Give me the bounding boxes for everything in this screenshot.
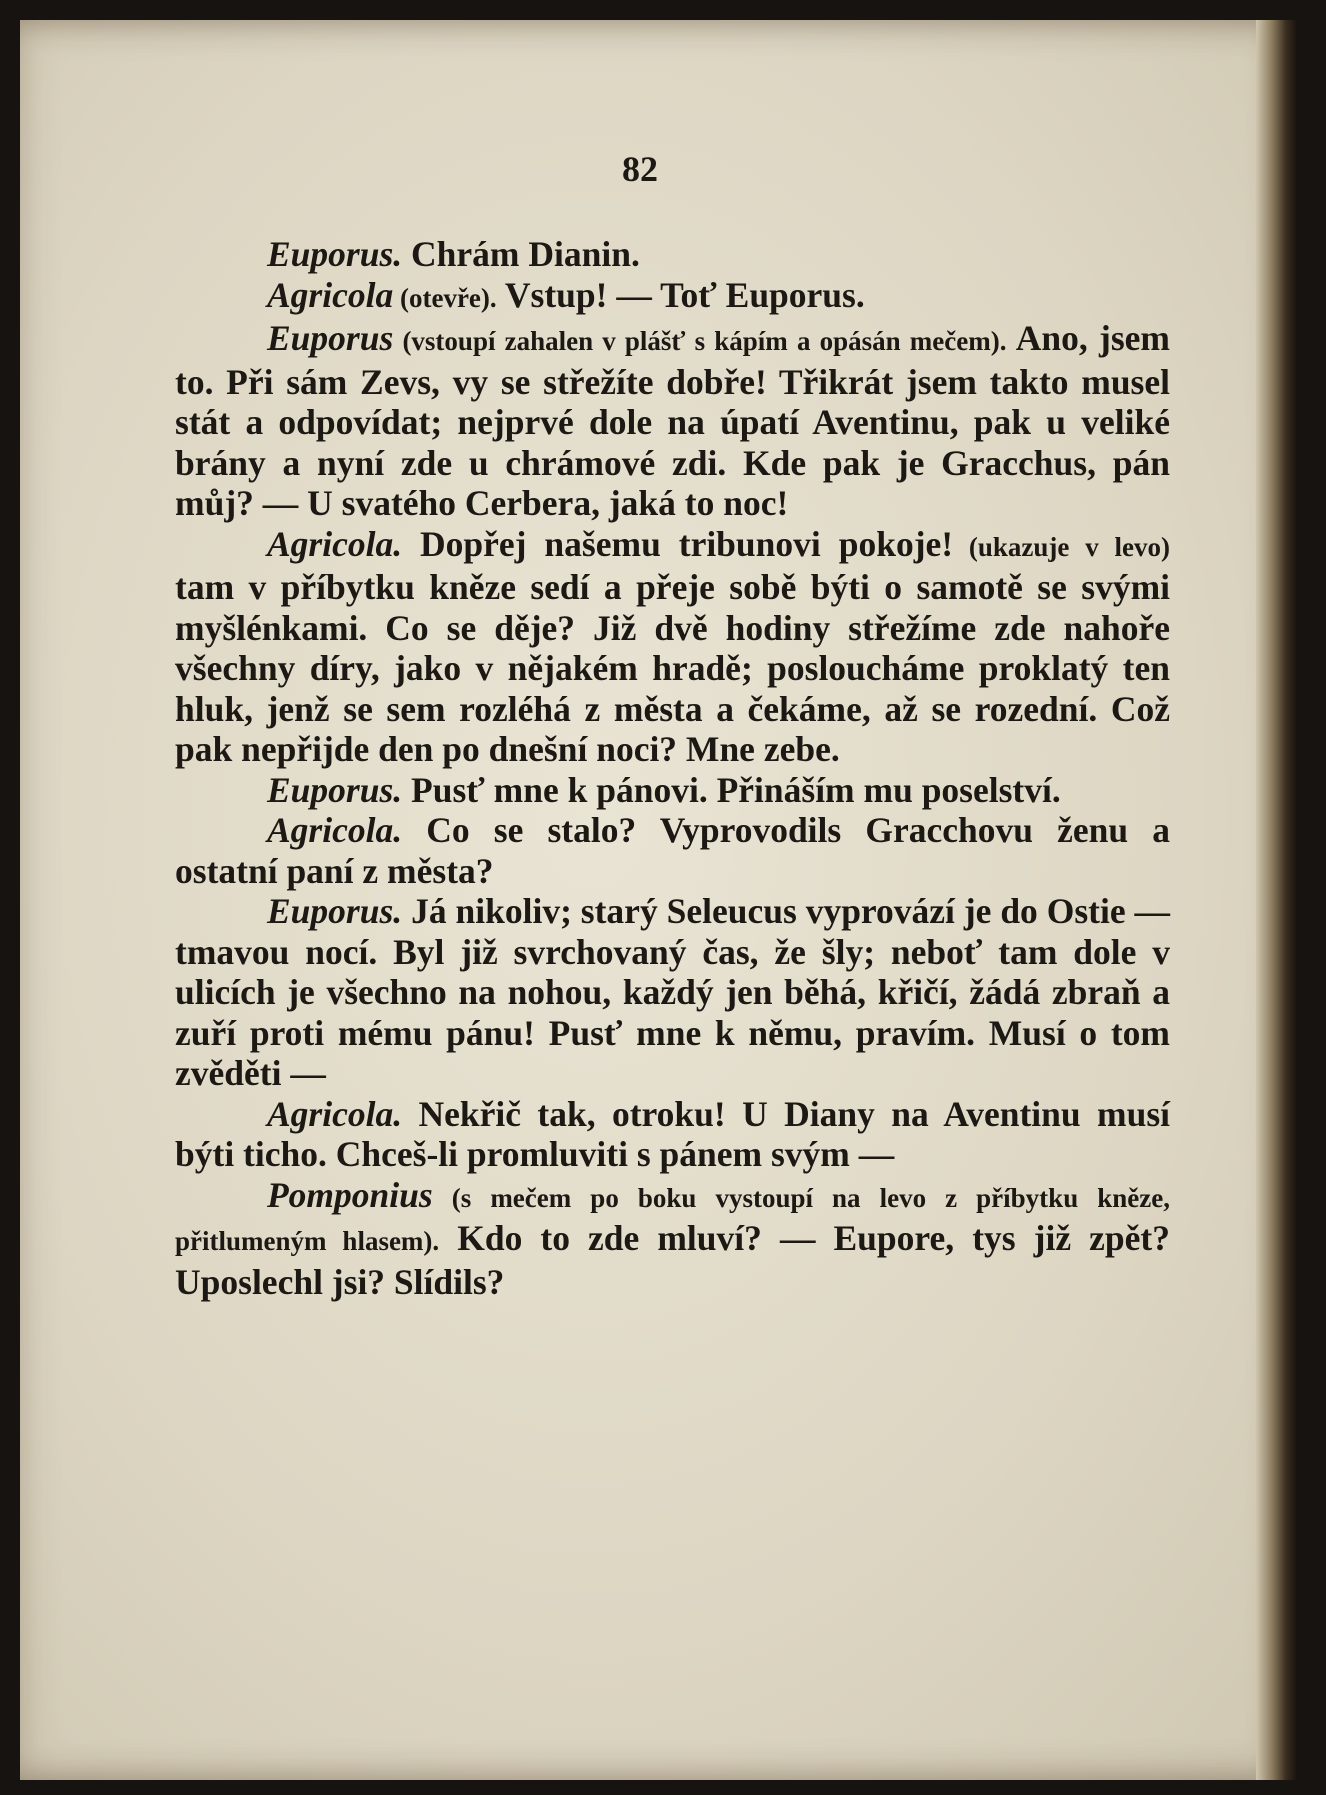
- paragraph-text: tam v příbytku kněze sedí a přeje sobě býti o samotě se svými myšlénkami. Co se děje? Již dvě hodiny střežíme zde nahoře všechny díry, jako v nějakém hradě; posloucháme proklatý ten hluk, jenž se sem rozléhá z města a čekáme, až se rozední. Což pak nepřijde den po dnešní noci? Mne zebe.: [175, 567, 1170, 769]
- paragraph-text: Pusť mne k pánovi. Přináším mu poselství.: [402, 769, 1061, 810]
- paragraph: [175, 318, 1170, 524]
- speaker-name: Agricola.: [267, 523, 403, 564]
- paragraph: [175, 524, 1170, 770]
- paragraph-text: Chrám Dianin.: [402, 234, 640, 274]
- stage-direction: (otevře).: [393, 282, 497, 313]
- paragraph: [175, 275, 1170, 319]
- speaker-name: Euporus: [267, 318, 394, 358]
- paragraph-text: Vstup! — Toť Euporus.: [496, 274, 865, 315]
- speaker-name: Pomponius: [267, 1174, 433, 1215]
- paragraph-text: Ano, jsem to. Při sám Zevs, vy se střežíte dobře! Třikrát jsem takto musel stát a odpovídat; nejprvé dole na úpatí Aventinu, pak u veliké brány a nyní zde u chrámové zdi. Kde pak je Gracchus, pán můj? — U svatého Cerbera, jaká to noc!: [175, 318, 1170, 523]
- paragraph: [175, 1094, 1170, 1175]
- paragraph-text: Dopřej našemu tribunovi pokoje!: [402, 523, 954, 564]
- paragraph: [175, 1175, 1170, 1303]
- book-gutter: [1256, 20, 1296, 1780]
- paragraph-text: Já nikoliv; starý Seleucus vyprovází je do Ostie — tmavou nocí. Byl již svrchovaný čas, že šly; neboť tam dole v ulicích je všechno na nohou, každý jen běhá, křičí, žádá zbraň a zuří proti mému pánu! Pusť mne k němu, pravím. Musí o tom zvěděti —: [175, 891, 1170, 1093]
- stage-direction: (vstoupí zahalen v plášť s kápím a opásán mečem).: [393, 326, 1007, 356]
- paragraph: [175, 891, 1170, 1094]
- paragraph-text: Nekřič tak, otroku! U Diany na Aventinu musí býti ticho. Chceš-li promluviti s pánem svým —: [175, 1093, 1170, 1174]
- paragraph: [175, 234, 1170, 275]
- book-page: [20, 20, 1296, 1780]
- stage-direction: (s mečem po boku vystoupí na levo z příbytku kněze, přitlumeným hlasem).: [175, 1182, 1170, 1256]
- speaker-name: Agricola: [267, 274, 394, 315]
- page-number: 82: [622, 149, 658, 189]
- paragraph-text: Kdo to zde mluví? — Eupore, tys již zpět? Uposlechl jsi? Slídils?: [175, 1218, 1171, 1302]
- paragraph-text: Co se stalo? Vyprovodils Gracchovu ženu a ostatní paní z města?: [175, 810, 1170, 891]
- speaker-name: Agricola.: [267, 810, 403, 850]
- paragraph: [175, 810, 1170, 891]
- stage-direction: (ukazuje v levo): [953, 531, 1170, 562]
- page-body: [175, 234, 1170, 1302]
- paragraph: [175, 770, 1170, 811]
- speaker-name: Euporus.: [267, 234, 403, 274]
- speaker-name: Euporus.: [267, 769, 403, 810]
- speaker-name: Euporus.: [267, 891, 403, 931]
- speaker-name: Agricola.: [267, 1093, 403, 1134]
